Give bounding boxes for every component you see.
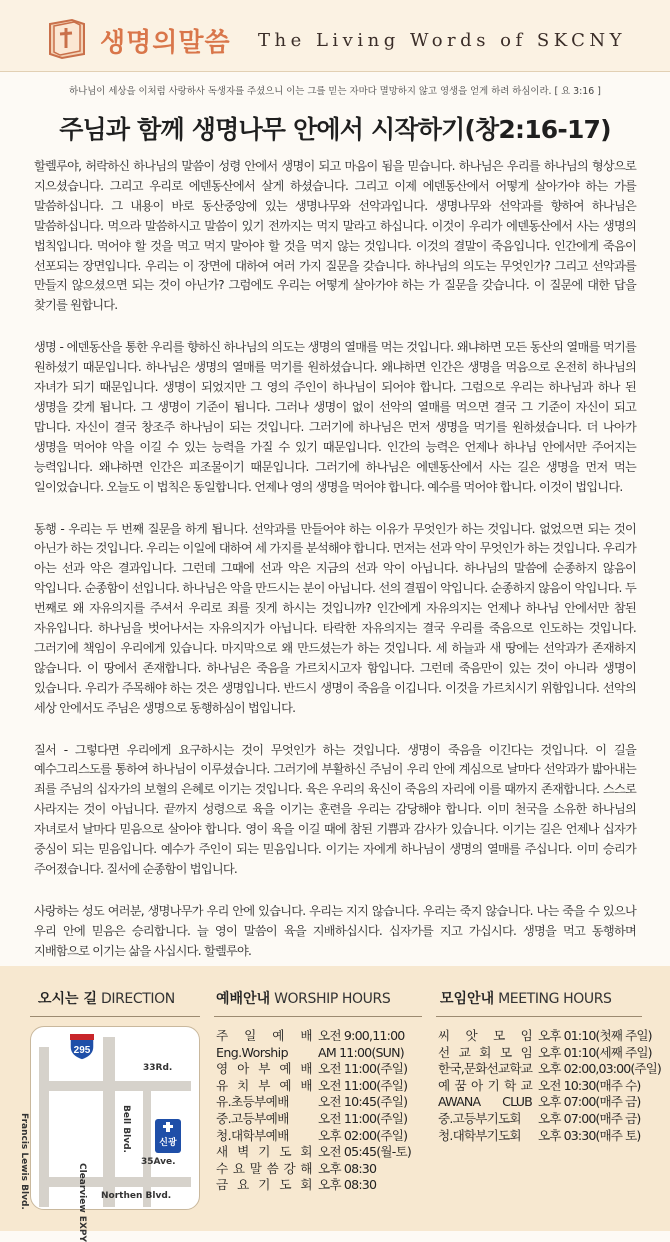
meeting-name: 씨 앗 모 임 xyxy=(438,1028,532,1043)
meeting-time: 오전 10:30(매주 수) xyxy=(538,1077,641,1093)
meeting-time: 오후 07:00(매주 금) xyxy=(538,1094,641,1110)
church-marker-label: 신광 xyxy=(159,1138,177,1148)
worship-row xyxy=(216,1177,411,1194)
paragraph-order: 질서 - 그렇다면 우리에게 요구하시는 것이 무엇인가 하는 것입니다. 생명이 죽음을 이긴다는 것입니다. 이 길을 예수그리스도를 통하여 하나님이 이루셨습니다. 그러기에 부활하신 주님이 우리 안에 계심으로 날마다 선악과가 밟아내는 죄를 주님의 십자가의 보혈의 은혜로 이기는 것입니다. 육은 우리의 육신이 죽음의 자리에 이를 때까지 존재합니다. 스스로 사라지는 것이 아닙니다. 끝까지 성령으로 육을 이기는 훈련을 우리는 감당해야 합니다. 이미 천국을 소유한 하나님의 자녀로서 날마다 믿음으로 살아야 합니다. 영이 육을 이길 때에 참된 기쁨과 감사가 있습니다. 이기는 길은 언제나 십자가 중심이 되는 믿음입니다. 예수가 주인이 되는 믿음입니다. 이기는 자에게 하나님이 생명의 열매를 주십니다. 이미 승리가 주어졌습니다. 질서에 순종함이 법입니다. xyxy=(34,742,636,876)
meeting-divider xyxy=(436,1016,642,1017)
worship-time: 오전 11:00(주일) xyxy=(318,1077,408,1093)
worship-time: 오후 02:00(주일) xyxy=(318,1127,408,1143)
worship-time: 오전 10:45(주일) xyxy=(318,1094,408,1110)
worship-row xyxy=(216,1028,411,1045)
worship-table xyxy=(216,1028,411,1194)
road-francis xyxy=(39,1047,49,1207)
road-northern xyxy=(41,1177,191,1187)
worship-time: 오전 05:45(월-토) xyxy=(318,1144,411,1160)
label-francis: Francis Lewis Blvd. xyxy=(19,1113,29,1210)
worship-row xyxy=(216,1111,411,1128)
worship-time: AM 11:00(SUN) xyxy=(318,1044,404,1060)
meeting-time: 오후 07:00(매주 금) xyxy=(538,1110,641,1126)
worship-time: 오후 08:30 xyxy=(318,1177,377,1193)
worship-name: 수 요 말 씀 강 해 xyxy=(216,1160,312,1176)
paragraph-closing: 사랑하는 성도 여러분, 생명나무가 우리 안에 있습니다. 우리는 지지 않습니다. 우리는 죽지 않습니다. 나는 죽을 수 있으나 우리 안에 믿음은 승리합니다. 늘 영이 말씀이 육을 지배하십시다. 십자가를 지고 가십시다. 생명을 먹고 동행하며 지배함으로 이기는 삶을 사십시다. 할렐루야. xyxy=(34,903,636,958)
worship-heading xyxy=(216,988,390,1008)
footer-info xyxy=(0,966,670,1242)
shield-number: 295 xyxy=(73,1045,91,1056)
worship-time: 오전 11:00(주일) xyxy=(318,1110,408,1126)
logo-subtitle: The Living Words of SKCNY xyxy=(258,30,627,51)
meeting-time: 오후 03:30(매주 토) xyxy=(538,1127,641,1143)
meeting-heading-kor: 모임안내 xyxy=(440,991,495,1007)
meeting-name: 청.대학부기도회 xyxy=(438,1127,521,1143)
meeting-time: 오후 01:10(첫째 주일) xyxy=(538,1028,652,1043)
header xyxy=(0,0,670,72)
meeting-row xyxy=(438,1128,661,1145)
worship-name: 유.초등부예배 xyxy=(216,1094,289,1110)
meeting-name: 중.고등부기도회 xyxy=(438,1110,521,1126)
worship-name: Eng.Worship xyxy=(216,1044,288,1060)
meeting-heading-eng: MEETING HOURS xyxy=(498,991,612,1007)
worship-name: 유 치 부 예 배 xyxy=(216,1077,312,1093)
worship-heading-kor: 예배안내 xyxy=(216,991,271,1007)
sermon-title: 주님과 함께 생명나무 안에서 시작하기(창2:16-17) xyxy=(59,115,611,144)
interstate-295-shield-icon xyxy=(67,1031,97,1061)
church-marker-icon xyxy=(155,1119,181,1153)
meeting-row xyxy=(438,1028,661,1045)
meeting-row xyxy=(438,1061,661,1078)
worship-row xyxy=(216,1094,411,1111)
direction-heading xyxy=(38,988,175,1008)
direction-divider xyxy=(30,1016,200,1017)
paragraph-companionship: 동행 - 우리는 두 번째 질문을 하게 됩니다. 선악과를 만들어야 하는 이유가 무엇인가 하는 것입니다. 없었으면 되는 것이 아닌가 하는 것입니다. 우리는 이일에 대하여 세 가지를 분석해야 합니다. 먼저는 선과 악이 무엇인가 하는 것입니다. 우리가 아는 선과 악은 결과입니다. 그런데 그때에 선과 악은 지금의 선과 악이 아닙니다. 하나님의 말씀에 순종하지 않음이 악입니다. 순종함이 선입니다. 하나님은 악을 만드시는 분이 아닙니다. 선의 결핍이 악입니다. 순종하지 않음이 악입니다. 두 번째로 왜 자유의지를 주셔서 우리로 죄를 짓게 하시는 것입니까? 인간에게 자유의지는 언제나 하나님 안에서만 참된 자유입니다. 하나님을 벗어나서는 자유의지가 아닙니다. 타락한 자유의지는 결국 우리를 죽음으로 인도하는 것입니다. 그러기에 책임이 우리에게 있습니다. 마지막으로 왜 만드셨는가 하는 것입니다. 세 하늘과 새 땅에는 선악과가 존재하지 않습니다. 이 땅에서 존재합니다. 하나님은 죽음을 가르치시고자 함입니다. 그런데 죽음만이 있는 것이 아니라 생명이 있습니다. 우리가 주목해야 하는 것은 생명입니다. 반드시 생명이 죽음을 이깁니다. 이것을 가르치시기 위함입니다. 선악의 세상 안에서도 주님은 생명으로 동행하심이 법입니다. xyxy=(34,521,637,715)
worship-name: 주 일 예 배 xyxy=(216,1028,312,1043)
worship-row xyxy=(216,1061,411,1078)
meeting-table xyxy=(438,1028,661,1144)
worship-name: 청.대학부예배 xyxy=(216,1127,289,1143)
worship-row xyxy=(216,1128,411,1145)
worship-name: 금 요 기 도 회 xyxy=(216,1177,312,1193)
worship-divider xyxy=(214,1016,422,1017)
road-33rd xyxy=(41,1081,191,1091)
label-33rd: 33Rd. xyxy=(143,1063,173,1073)
worship-name: 새 벽 기 도 회 xyxy=(216,1144,312,1160)
label-clearview: Clearview EXPY xyxy=(77,1163,87,1242)
road-clearview xyxy=(103,1037,115,1207)
worship-time: 오후 08:30 xyxy=(318,1160,377,1176)
worship-heading-eng: WORSHIP HOURS xyxy=(274,991,391,1007)
worship-name: 중.고등부예배 xyxy=(216,1110,289,1126)
scripture-verse: 하나님이 세상을 이처럼 사랑하사 독생자를 주셨으니 이는 그를 믿는 자마다 멸망하지 않고 영생을 얻게 하려 하심이라. [ 요 3:16 ] xyxy=(69,86,601,97)
logo-title: 생명의말씀 xyxy=(100,28,231,58)
road-bell xyxy=(143,1087,151,1207)
label-northern: Northen Blvd. xyxy=(101,1191,172,1201)
direction-heading-eng: DIRECTION xyxy=(100,991,175,1007)
direction-map xyxy=(19,1026,200,1242)
worship-row xyxy=(216,1144,411,1161)
meeting-time: 오후 02:00,03:00(주일) xyxy=(538,1061,661,1077)
label-35ave: 35Ave. xyxy=(141,1157,176,1167)
bible-book-icon xyxy=(44,14,90,60)
worship-time: 오전 9:00,11:00 xyxy=(318,1028,405,1043)
meeting-name: 선 교 회 모 임 xyxy=(438,1044,532,1060)
paragraph-life: 생명 - 에덴동산을 통한 우리를 향하신 하나님의 의도는 생명의 열매를 먹는 것입니다. 왜냐하면 모든 동산의 열매를 먹기를 원하셨기 때문입니다. 하나님은 생명의 열매를 먹기를 원하셨습니다. 왜냐하면 인간은 생명을 먹음으로 온전히 하나님의 자녀가 되기 때문입니다. 생명이 되었지만 그 영의 주인이 하나님이 되어야 합니다. 그럼으로 우리는 하나님과 하나 된 생명을 갖게 됩니다. 그 생명이 기준이 됩니다. 그러나 생명이 없이 선악의 열매를 먹으면 결국 그 기준이 자신이 되고 맙니다. 자신이 결국 창조주 하나님이 되는 것입니다. 그러기에 하나님은 먼저 생명을 먹기를 원하셨습니다. 더 나아가 생명을 먹어야 악을 이길 수 있는 능력을 가질 수 있기 때문입니다. 인간의 능력은 언제나 하나님 안에서만 주어지는 능력입니다. 왜냐하면 인간은 피조물이기 때문입니다. 그러기에 하나님은 에덴동산에서 사는 길은 생명을 먼저 먹는 일이었습니다. 오늘도 이 법칙은 동일합니다. 언제나 영의 생명을 먹어야 합니다. 예수를 먹어야 합니다. 이것이 법입니다. xyxy=(34,340,636,494)
worship-row xyxy=(216,1078,411,1095)
meeting-name: 예 꿈 아 기 학 교 xyxy=(438,1077,532,1093)
paragraph-intro: 할렐루야, 허락하신 하나님의 말씀이 성령 안에서 생명이 되고 마음이 됨을 믿습니다. 하나님은 우리를 하나님의 형상으로 지으셨습니다. 그리고 우리로 에덴동산에서 살게 하셨습니다. 그리고 이제 에덴동산에서 어떻게 살아가야 하는 가를 말씀하십니다. 그 내용이 바로 동산중앙에 있는 생명나무와 선악과입니다. 생명나무와 선악과를 향하여 하나님은 말씀하십니다. 먹으라 말씀하시고 말씀이 있기 전까지는 먹지 말라고 하십니다. 이것이 우리가 에덴동산에서 사는 생명의 법칙입니다. 먹어야 할 것을 먹고 먹지 말아야 할 것을 먹지 않는 것입니다. 이것의 결말이 죽음입니다. 인간에게 죽음이 선포되는 장면입니다. 우리는 이 장면에 대하여 여러 가지 질문을 갖습니다. 하나님의 의도는 무엇인가? 그리고 선악과를 만들지 않으셨으면 되는 것이 아닌가? 그럼에도 우리는 어떻게 살아가야 하는 가 질문을 갖습니다. 이 질문에 대한 답을 찾기를 원합니다. xyxy=(34,159,636,313)
worship-row xyxy=(216,1161,411,1178)
header-divider xyxy=(0,71,670,72)
meeting-row xyxy=(438,1094,661,1111)
meeting-time: 오후 01:10(세째 주일) xyxy=(538,1044,652,1060)
direction-heading-kor: 오시는 길 xyxy=(38,991,97,1007)
label-bell: Bell Blvd. xyxy=(121,1105,131,1153)
meeting-name: AWANA CLUB xyxy=(438,1094,532,1110)
meeting-row xyxy=(438,1045,661,1062)
worship-time: 오전 11:00(주일) xyxy=(318,1061,408,1077)
worship-name: 영 아 부 예 배 xyxy=(216,1061,312,1077)
meeting-name: 한국,문화선교학교 xyxy=(438,1061,533,1077)
worship-row xyxy=(216,1045,411,1062)
sermon-body xyxy=(34,157,636,984)
meeting-row xyxy=(438,1078,661,1095)
meeting-heading xyxy=(440,988,612,1008)
meeting-row xyxy=(438,1111,661,1128)
